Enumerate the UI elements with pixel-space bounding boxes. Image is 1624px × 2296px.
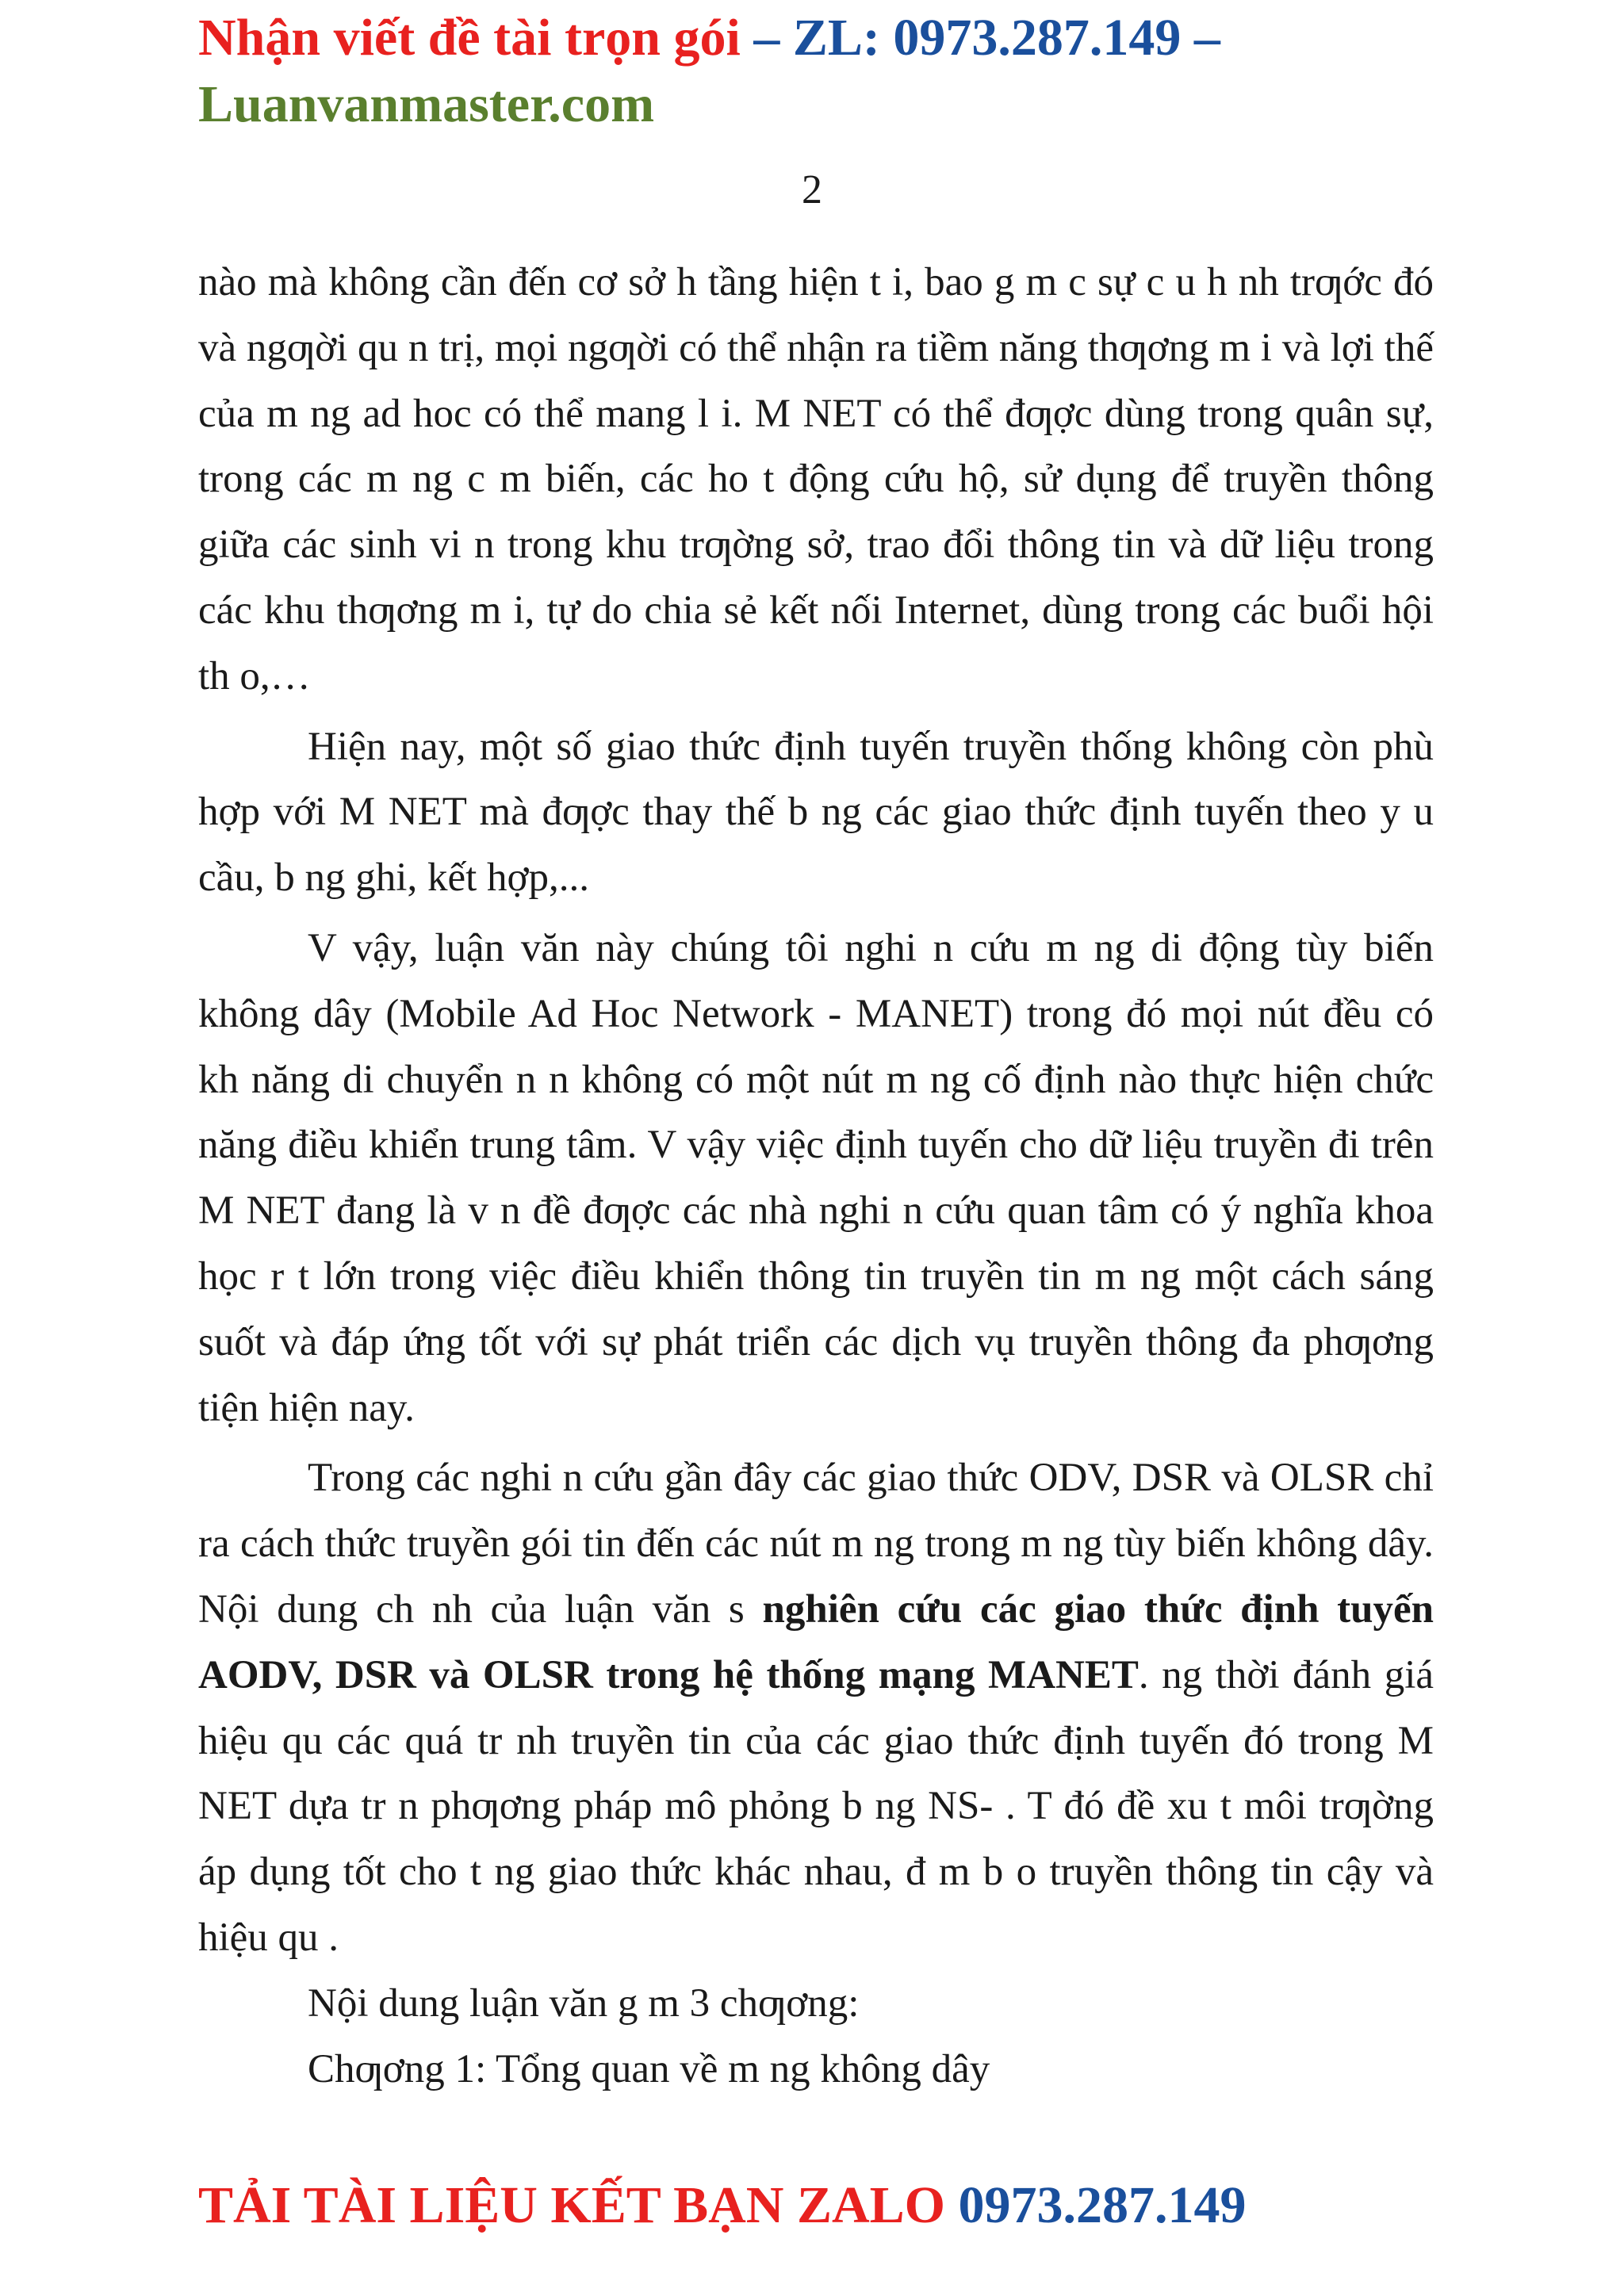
- document-body: [198, 250, 1434, 2102]
- header-website-link[interactable]: Luanvanmaster.com: [198, 75, 655, 133]
- paragraph-6: Chƣơng 1: Tổng quan về m ng không dây: [308, 2046, 990, 2091]
- header-contact-text: – ZL: 0973.287.149 –: [753, 9, 1220, 67]
- paragraph-4-bold: nghiên cứu các giao thức định tuyến AODV, DSR và OLSR trong hệ thống mạng MANET: [198, 1586, 1434, 1697]
- footer-cta-text: TẢI TÀI LIỆU KẾT BẠN ZALO: [198, 2176, 946, 2234]
- paragraph-1: nào mà không cần đến cơ sở h tầng hiện t i, bao g m c sự c u h nh trƣớc đó và ngƣời qu n trị, mọi ngƣời có thể nhận ra tiềm năng thƣơng m i và lợi thế của m ng ad hoc có thể mang l i. M NET có thể đƣợc dùng trong quân sự, trong các m ng c m biến, các ho t động cứu hộ, sử dụng để truyền thông giữa các sinh vi n trong khu trƣờng sở, trao đổi thông tin và dữ liệu trong các khu thƣơng m i, tự do chia sẻ kết nối Internet, dùng trong các buổi hội th o,…: [198, 260, 1434, 698]
- paragraph-2: Hiện nay, một số giao thức định tuyến truyền thống không còn phù hợp với M NET mà đƣợc thay thế b ng các giao thức định tuyến theo y u cầu, b ng ghi, kết hợp,...: [198, 724, 1434, 901]
- page-header: [198, 5, 1435, 138]
- paragraph-3: V vậy, luận văn này chúng tôi nghi n cứu m ng di động tùy biến không dây (Mobile Ad Hoc Network - MANET) trong đó mọi nút đều có kh năng di chuyển n n không có một nút m ng cố định nào thực hiện chức năng điều khiển trung tâm. V vậy việc định tuyến cho dữ liệu truyền đi trên M NET đang là v n đề đƣợc các nhà nghi n cứu quan tâm có ý nghĩa khoa học r t lớn trong việc điều khiển thông tin truyền tin m ng một cách sáng suốt và đáp ứng tốt với sự phát triển các dịch vụ truyền thông đa phƣơng tiện hiện nay.: [198, 925, 1434, 1430]
- paragraph-5: Nội dung luận văn g m 3 chƣơng:: [308, 1980, 860, 2026]
- paragraph-4-start: Trong các nghi n cứu gần đây các giao thức ODV, DSR và OLSR chỉ ra cách thức truyền gói tin đến các nút m ng trong m ng tùy biến không dây. Nội dung ch nh của luận văn s: [198, 1456, 1434, 1632]
- page-footer: [198, 2172, 1247, 2239]
- header-service-text: Nhận viết đề tài trọn gói: [198, 9, 741, 67]
- paragraph-4: [198, 1445, 1434, 1970]
- footer-phone-link[interactable]: 0973.287.149: [958, 2176, 1247, 2234]
- paragraph-4-end: . ng thời đánh giá hiệu qu các quá tr nh truyền tin của các giao thức định tuyến đó trong M NET dựa tr n phƣơng pháp mô phỏng b ng NS- . T đó đề xu t môi trƣờng áp dụng tốt cho t ng giao thức khác nhau, đ m b o truyền thông tin cậy và hiệu qu .: [198, 1652, 1434, 1960]
- page-number: 2: [802, 167, 822, 212]
